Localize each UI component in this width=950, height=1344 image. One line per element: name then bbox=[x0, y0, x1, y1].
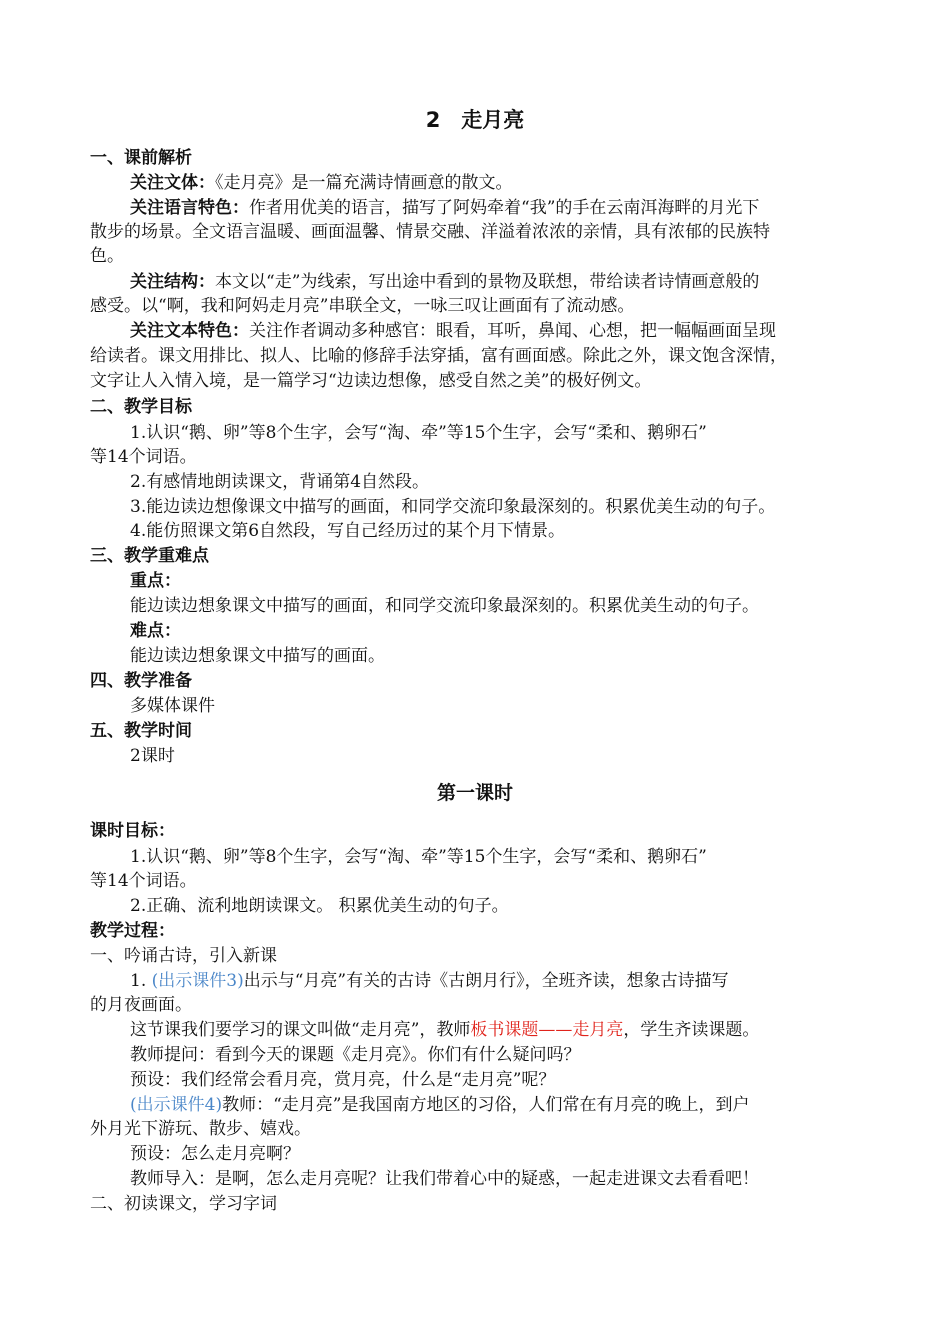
lesson-goal-2: 2.正确、流利地朗读课文。 积累优美生动的句子。 bbox=[130, 896, 509, 916]
section-heading-goals: 二、教学目标 bbox=[90, 397, 192, 417]
process-text-2b: ，学生齐读课题。 bbox=[623, 1020, 760, 1040]
board-title-highlight: 板书课题——走月亮 bbox=[470, 1020, 624, 1040]
label-language: 关注语言特色： bbox=[130, 198, 249, 218]
text-key: 能边读边想象课文中描写的画面，和同学交流印象最深刻的。积累优美生动的句子。 bbox=[130, 596, 759, 616]
text-structure-2: 感受。以“啊，我和阿妈走月亮”串联全文，一咏三叹让画面有了流动感。 bbox=[90, 296, 635, 316]
process-paragraph-6: 预设：怎么走月亮啊？ bbox=[130, 1144, 300, 1164]
lesson-goal-1-line-1: 1.认识“鹅、卵”等8个生字，会写“淘、牵”等15个生字，会写“柔和、鹅卵石” bbox=[130, 847, 707, 867]
goal-3: 3.能边读边想像课文中描写的画面，和同学交流印象最深刻的。积累优美生动的句子。 bbox=[130, 497, 776, 517]
paragraph-language bbox=[130, 196, 870, 220]
text-time: 2课时 bbox=[130, 746, 175, 766]
process-text-5: 教师：“走月亮”是我国南方地区的习俗，人们常在有月亮的晚上，到户 bbox=[222, 1095, 750, 1115]
lesson-goal-1-line-2: 等14个词语。 bbox=[90, 871, 197, 891]
label-genre: 关注文体： bbox=[130, 173, 215, 193]
process-text-1: 出示与“月亮”有关的古诗《古朗月行》，全班齐读，想象古诗描写 bbox=[243, 971, 729, 991]
text-language-1: 作者用优美的语言，描写了阿妈牵着“我”的手在云南洱海畔的月光下 bbox=[249, 198, 760, 218]
item-number: 1. bbox=[130, 971, 147, 991]
text-language-2: 散步的场景。全文语言温暖、画面温馨、情景交融、洋溢着浓浓的亲情，具有浓郁的民族特 bbox=[90, 222, 770, 242]
paragraph-structure bbox=[130, 270, 870, 294]
goal-2: 2.有感情地朗读课文，背诵第4自然段。 bbox=[130, 472, 430, 492]
courseware-tag-3: (出示课件3) bbox=[151, 971, 244, 991]
paragraph-feature bbox=[130, 319, 870, 343]
text-preparation: 多媒体课件 bbox=[130, 696, 215, 716]
section-heading-time: 五、教学时间 bbox=[90, 721, 192, 741]
process-text-5-line-2: 外月光下游玩、散步、嬉戏。 bbox=[90, 1119, 311, 1139]
process-paragraph-5 bbox=[130, 1093, 870, 1117]
process-paragraph-4: 预设：我们经常会看月亮，赏月亮，什么是“走月亮”呢？ bbox=[130, 1070, 556, 1090]
paragraph-genre bbox=[130, 171, 870, 195]
label-feature: 关注文本特色： bbox=[130, 321, 249, 341]
process-text-2a: 这节课我们要学习的课文叫做“走月亮”，教师 bbox=[130, 1020, 471, 1040]
step-2-heading: 二、初读课文，学习字词 bbox=[90, 1194, 277, 1214]
text-feature-3: 文字让人入情入境，是一篇学习“边读边想像，感受自然之美”的极好例文。 bbox=[90, 371, 652, 391]
section-heading-key-points: 三、教学重难点 bbox=[90, 546, 209, 566]
process-heading: 教学过程： bbox=[90, 921, 175, 941]
goal-1-line-2: 等14个词语。 bbox=[90, 447, 197, 467]
text-difficulty: 能边读边想象课文中描写的画面。 bbox=[130, 646, 385, 666]
label-key: 重点： bbox=[130, 571, 181, 591]
goal-4: 4.能仿照课文第6自然段，写自己经历过的某个月下情景。 bbox=[130, 521, 566, 541]
process-text-1-line-2: 的月夜画面。 bbox=[90, 995, 192, 1015]
lesson-goal-heading: 课时目标： bbox=[90, 821, 175, 841]
process-paragraph-1 bbox=[130, 969, 870, 993]
text-language-3: 色。 bbox=[90, 246, 124, 266]
label-difficulty: 难点： bbox=[130, 621, 181, 641]
label-structure: 关注结构： bbox=[130, 272, 215, 292]
process-paragraph-3: 教师提问：看到今天的课题《走月亮》。你们有什么疑问吗？ bbox=[130, 1045, 581, 1065]
text-genre: 《走月亮》是一篇充满诗情画意的散文。 bbox=[215, 173, 513, 193]
process-paragraph-2 bbox=[130, 1018, 870, 1042]
text-feature-2: 给读者。课文用排比、拟人、比喻的修辞手法穿插，富有画面感。除此之外，课文饱含深情， bbox=[90, 346, 787, 366]
process-paragraph-7: 教师导入：是啊，怎么走月亮呢？让我们带着心中的疑惑，一起走进课文去看看吧！ bbox=[130, 1169, 759, 1189]
text-structure-1: 本文以“走”为线索，写出途中看到的景物及联想，带给读者诗情画意般的 bbox=[215, 272, 760, 292]
goal-1-line-1: 1.认识“鹅、卵”等8个生字，会写“淘、牵”等15个生字，会写“柔和、鹅卵石” bbox=[130, 423, 707, 443]
courseware-tag-4: (出示课件4) bbox=[130, 1095, 223, 1115]
page-title: 2 走月亮 bbox=[425, 108, 525, 132]
lesson-title: 第一课时 bbox=[436, 782, 513, 804]
step-1-heading: 一、吟诵古诗，引入新课 bbox=[90, 946, 277, 966]
section-heading-analysis: 一、课前解析 bbox=[90, 148, 192, 168]
text-feature-1: 关注作者调动多种感官：眼看，耳听，鼻闻、心想，把一幅幅画面呈现 bbox=[249, 321, 776, 341]
section-heading-preparation: 四、教学准备 bbox=[90, 671, 192, 691]
